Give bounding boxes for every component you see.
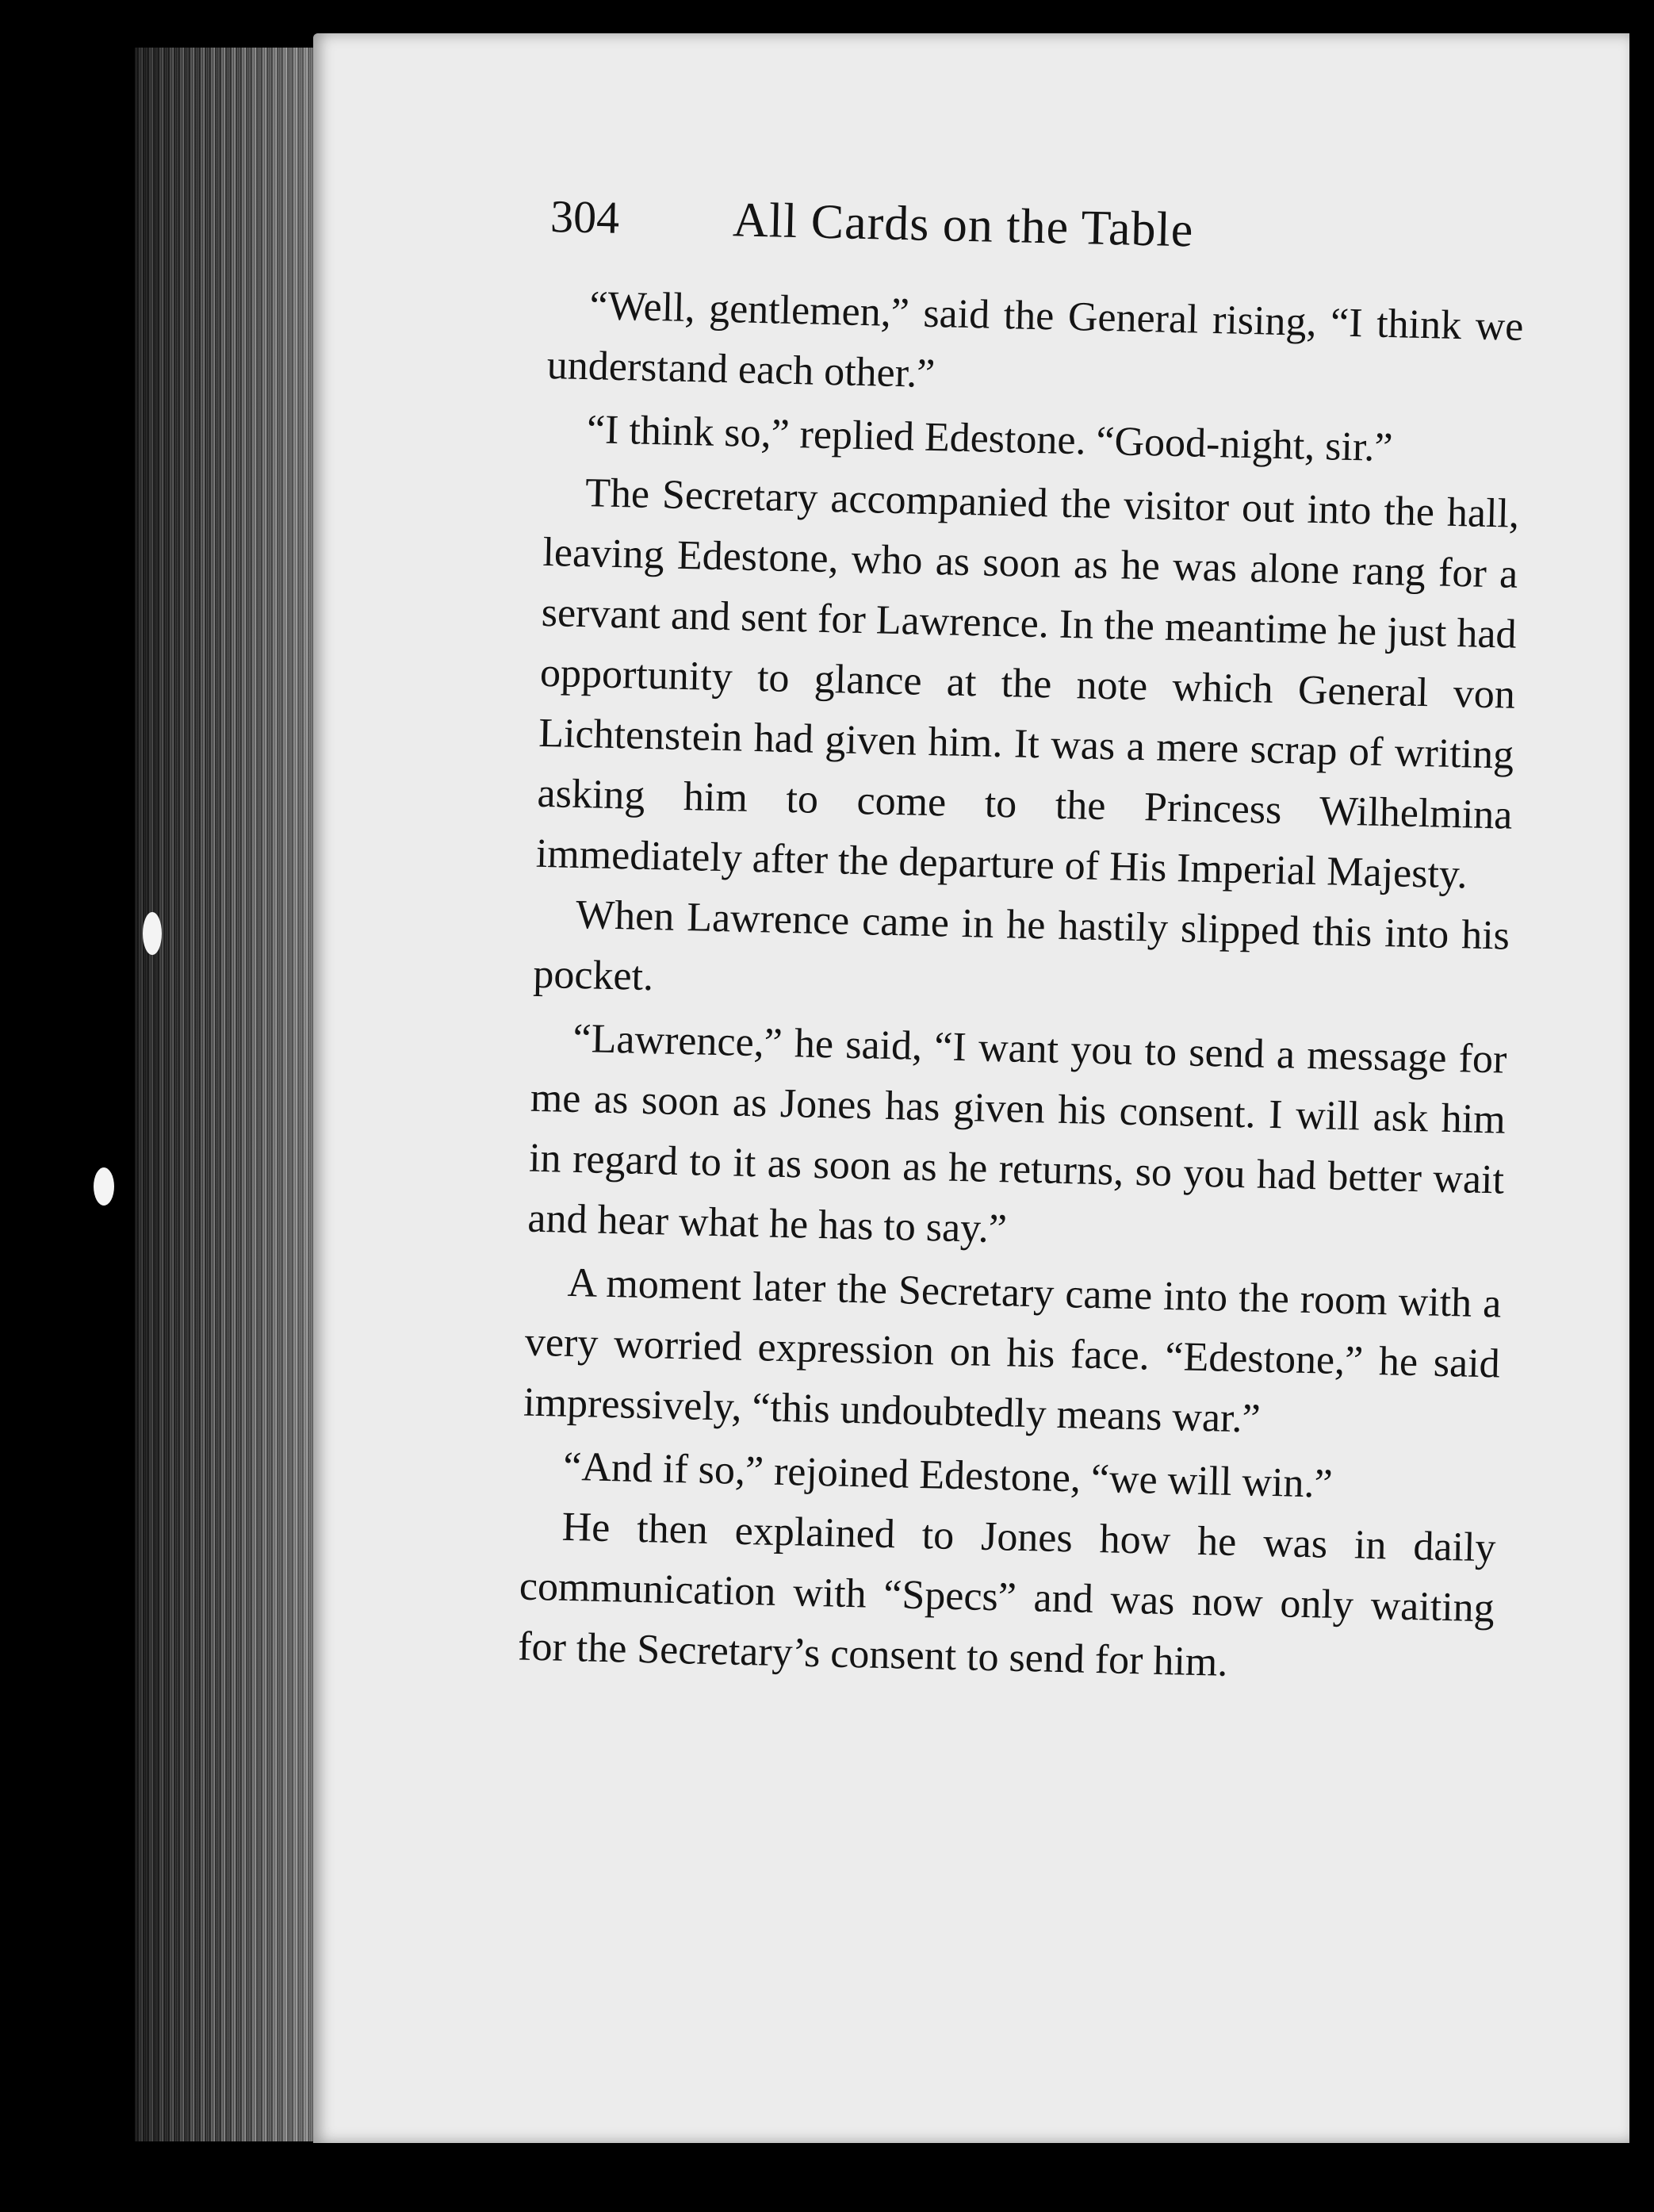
paragraph: When Lawrence came in he hastily slipped this into his pocket. — [532, 891, 1510, 1000]
page-sheet — [313, 33, 1629, 2143]
book-fore-edge — [135, 48, 325, 2141]
paper-speck — [143, 912, 162, 955]
running-title: All Cards on the Table — [732, 193, 1195, 258]
page-number: 304 — [549, 190, 620, 243]
paragraph: The Secretary accompanied the visitor out into the hall, leaving Edestone, who as soon as he was alone rang for a servant and sent for Lawrence. In the meantime he just had opportunity to glance at the note which General von Lichtenstein had given him. It was a mere scrap of writing asking him to come to the Princess Wilhelmina immediately after the departure of His Imperial Majesty. — [535, 470, 1520, 898]
paragraph: “And if so,” rejoined Edestone, “we will win.” — [562, 1443, 1334, 1507]
paragraph: “Lawrence,” he said, “I want you to send a message for me as soon as Jones has given his consent. I will ask him in regard to it as soon as he returns, so you had better wait and hear what he has to say.” — [526, 1015, 1508, 1252]
paper-speck — [94, 1167, 114, 1206]
paragraph: “I think so,” replied Edestone. “Good-night, sir.” — [586, 407, 1394, 471]
paragraph: “Well, gentlemen,” said the General rising, “I think we understand each other.” — [546, 283, 1524, 397]
page-content — [517, 188, 1526, 1699]
paragraph: He then explained to Jones how he was in daily communication with “Specs” and was now only waiting for the Secretary’s consent to send for him. — [517, 1504, 1497, 1685]
body-text — [517, 275, 1524, 1699]
paragraph: A moment later the Secretary came into the room with a very worried expression on his face. “Edestone,” he said impressively, “this undoubtedly means war.” — [523, 1259, 1503, 1442]
